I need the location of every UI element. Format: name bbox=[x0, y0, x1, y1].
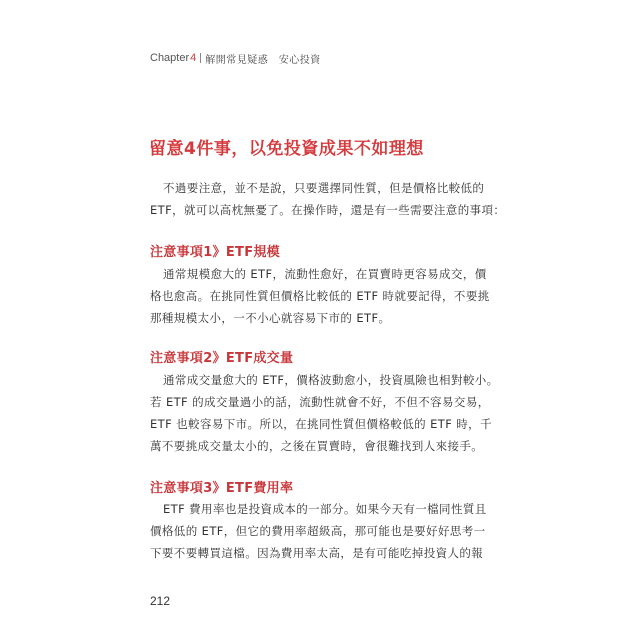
paragraph-line: 萬不要挑成交量太小的，之後在買賣時，會很難找到人來接手。 bbox=[150, 439, 484, 453]
paragraph-line: ETF 費用率也是投資成本的一部分。如果今天有一檔同性質且 bbox=[163, 502, 487, 516]
paragraph-line: 不過要注意，並不是說，只要選擇同性質，但是價格比較低的 bbox=[163, 181, 485, 195]
item-paragraph-1 bbox=[150, 263, 495, 329]
item-heading-2: 注意事項2》ETF成交量 bbox=[150, 351, 294, 366]
item-heading-3: 注意事項3》ETF費用率 bbox=[150, 481, 294, 496]
paragraph-line: 若 ETF 的成交量過小的話，流動性就會不好，不但不容易交易， bbox=[150, 395, 490, 409]
chapter-number: 4 bbox=[190, 52, 197, 64]
paragraph-line: 那種規模太小，一不小心就容易下市的 ETF。 bbox=[150, 311, 391, 325]
chapter-label: Chapter bbox=[150, 52, 190, 64]
item-heading-1: 注意事項1》ETF規模 bbox=[150, 245, 280, 260]
chapter-divider bbox=[200, 53, 201, 63]
paragraph-line: 價格低的 ETF，但它的費用率超級高，那可能也是要好好思考一 bbox=[150, 524, 486, 538]
intro-paragraph bbox=[150, 177, 506, 221]
section-title: 留意4件事，以免投資成果不如理想 bbox=[149, 139, 424, 159]
paragraph-line: 通常成交量愈大的 ETF，價格波動愈小，投資風險也相對較小。 bbox=[163, 373, 499, 387]
chapter-header bbox=[150, 48, 321, 68]
paragraph-line: 格也愈高。在挑同性質但價格比較低的 ETF 時就要記得，不要挑 bbox=[150, 289, 490, 303]
paragraph-line: ETF，就可以高枕無憂了。在操作時，還是有一些需要注意的事項： bbox=[150, 203, 506, 217]
paragraph-line: 通常規模愈大的 ETF，流動性愈好，在買賣時更容易成交，價 bbox=[163, 267, 487, 281]
page-number: 212 bbox=[150, 594, 171, 608]
paragraph-line: ETF 也較容易下市。所以，在挑同性質但價格較低的 ETF 時，千 bbox=[150, 417, 492, 431]
item-paragraph-3 bbox=[150, 498, 495, 564]
chapter-title: 解開常見疑惑 安心投資 bbox=[205, 54, 321, 66]
paragraph-line: 下要不要轉買這檔。因為費用率太高，是有可能吃掉投資人的報 bbox=[150, 546, 484, 560]
item-paragraph-2 bbox=[150, 369, 499, 457]
